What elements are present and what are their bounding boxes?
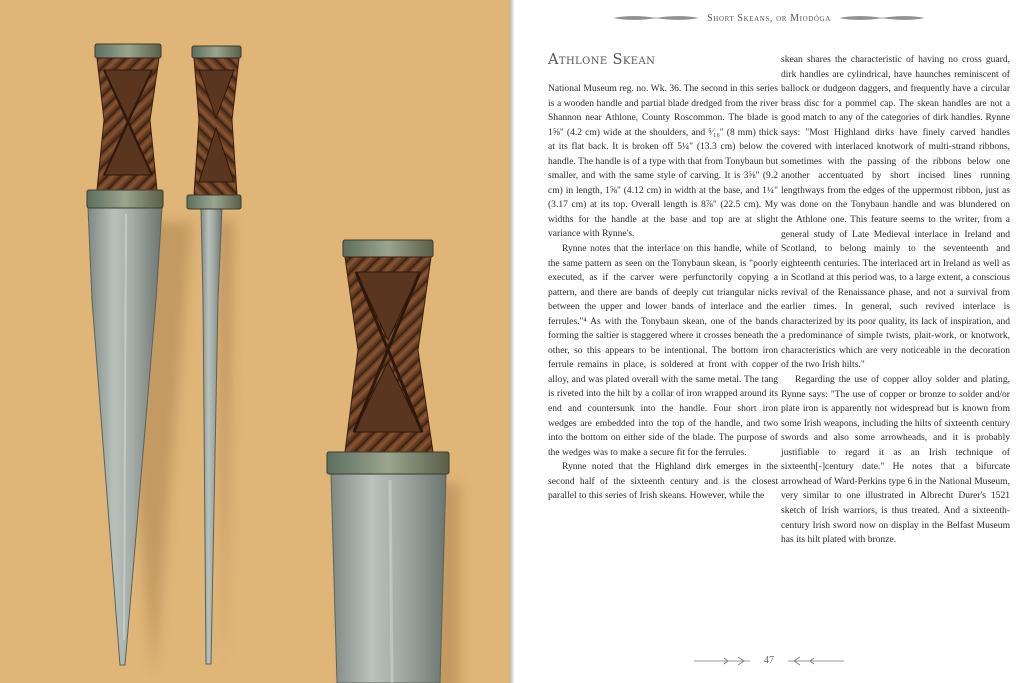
paragraph: National Museum reg. no. Wk. 36. The second in this series is a wooden handle and partial blade dredged from the river Shannon near Athlone, County Roscommon. The blade is 1⅝" (4.2 cm) wide at the shoulders, and ⁵⁄₁₆" (8 mm) thick at its flat back. It is broken off 5¼" (13.3 cm) below the handle. The handle is of a type with that from Tonybaun but smaller, and with the same style of carving. It is 3⅝" (9.2 cm) in length, 1⅝" (4.12 cm) in width at the base, and 1¼" (3.17 cm) at its top. Overall length is 8⅞" (22.5 cm). My widths for the handle at the base and top are at slight variance with Rynne's. xyxy=(548,83,778,240)
footer-ornament-left-icon xyxy=(694,656,756,666)
paragraph: Rynne noted that the Highland dirk emerges in the second half of the sixteenth century and is the closest parallel to this series of Irish skeans. However, while the xyxy=(548,461,778,502)
thin-skean-dagger xyxy=(187,46,241,664)
running-head-title: Short Skeans, or Miodóga xyxy=(707,12,831,24)
text-column-right xyxy=(781,53,1010,548)
page-number: 47 xyxy=(764,655,774,666)
section-heading: Athlone Skean xyxy=(548,52,656,68)
photo-page xyxy=(0,0,510,683)
ornament-right-icon xyxy=(839,12,925,24)
athlone-skean-broken xyxy=(327,240,449,683)
text-page xyxy=(514,0,1024,683)
skean-photograph xyxy=(0,0,510,683)
footer-ornament-right-icon xyxy=(782,656,844,666)
text-column-left xyxy=(548,82,778,504)
paragraph: Rynne notes that the interlace on this handle, while of the same pattern as seen on the Tonybaun skean, is "poorly executed, as if the carver were perfunctorily copying a pattern, and there are bands of deeply cut triangular nicks between the upper and lower bands of interlace and the ferrules."⁴ As with the Tonybaun skean, one of the bands forming the saltier is staggered where it crosses beneath the other, so this appears to be intentional. The bottom iron ferrule remains in place, is soldered at front with copper alloy, and was plated overall with the same metal. The tang is riveted into the hilt by a collar of iron wrapped around its end and countersunk into the handle. Four short iron wedges are embedded into the top of the handle, and two into the bottom on either side of the blade. The purpose of the wedges was to make a secure fit for the ferrules. xyxy=(548,243,778,458)
running-head xyxy=(514,9,1024,27)
ornament-left-icon xyxy=(613,12,699,24)
page-footer xyxy=(514,655,1024,666)
paragraph: skean shares the characteristic of having no cross guard, dirk handles are cylindrical, have haunches reminiscent of ballock or dudgeon daggers, and frequently have a circular brass disc for a pommel cap. The skean handles are not a good match to any of the categories of dirk handles. Rynne says: "Most Highland dirks have finely carved handles covered with interlaced knotwork of multi-strand ribbons, sometimes with the passing of the ribbons below one another accentuated by short incised lines running lengthways from the edges of the uppermost ribbon, just as was done on the Tonybaun handle and was blundered on the Athlone one. This feature seems to the writer, from a general study of Late Medieval interlace in Ireland and Scotland, to belong mainly to the seventeenth and eighteenth centuries. The interlaced art in Ireland as well as in Scotland at this period was, to a large extent, a conscious revival of the Renaissance phase, and not a survival from earlier times. In general, such revived interlace is characterized by its poor quality, its lack of inspiration, and a predominance of simple twists, plait-work, or knotwork, characteristics which are very noticeable in the decoration of the two Irish hilts." xyxy=(781,54,1010,371)
paragraph: Regarding the use of copper alloy solder and plating, Rynne says: "The use of copper or bronze to solder and/or plate iron is apparently not widespread but is known from some Irish weapons, including the hilts of sixteenth century swords and also some arrowheads, and it is probably justifiable to regard it as an Irish technique of sixteenth[-]century date." He notes that a bifurcate arrowhead of Ward-Perkins type 6 in the National Museum, very similar to one illustrated in Albrecht Durer's 1521 sketch of Irish warriors, is thus treated. And a sixteenth-century Irish sword now on display in the Belfast Museum has its hilt plated with bronze. xyxy=(781,374,1010,546)
